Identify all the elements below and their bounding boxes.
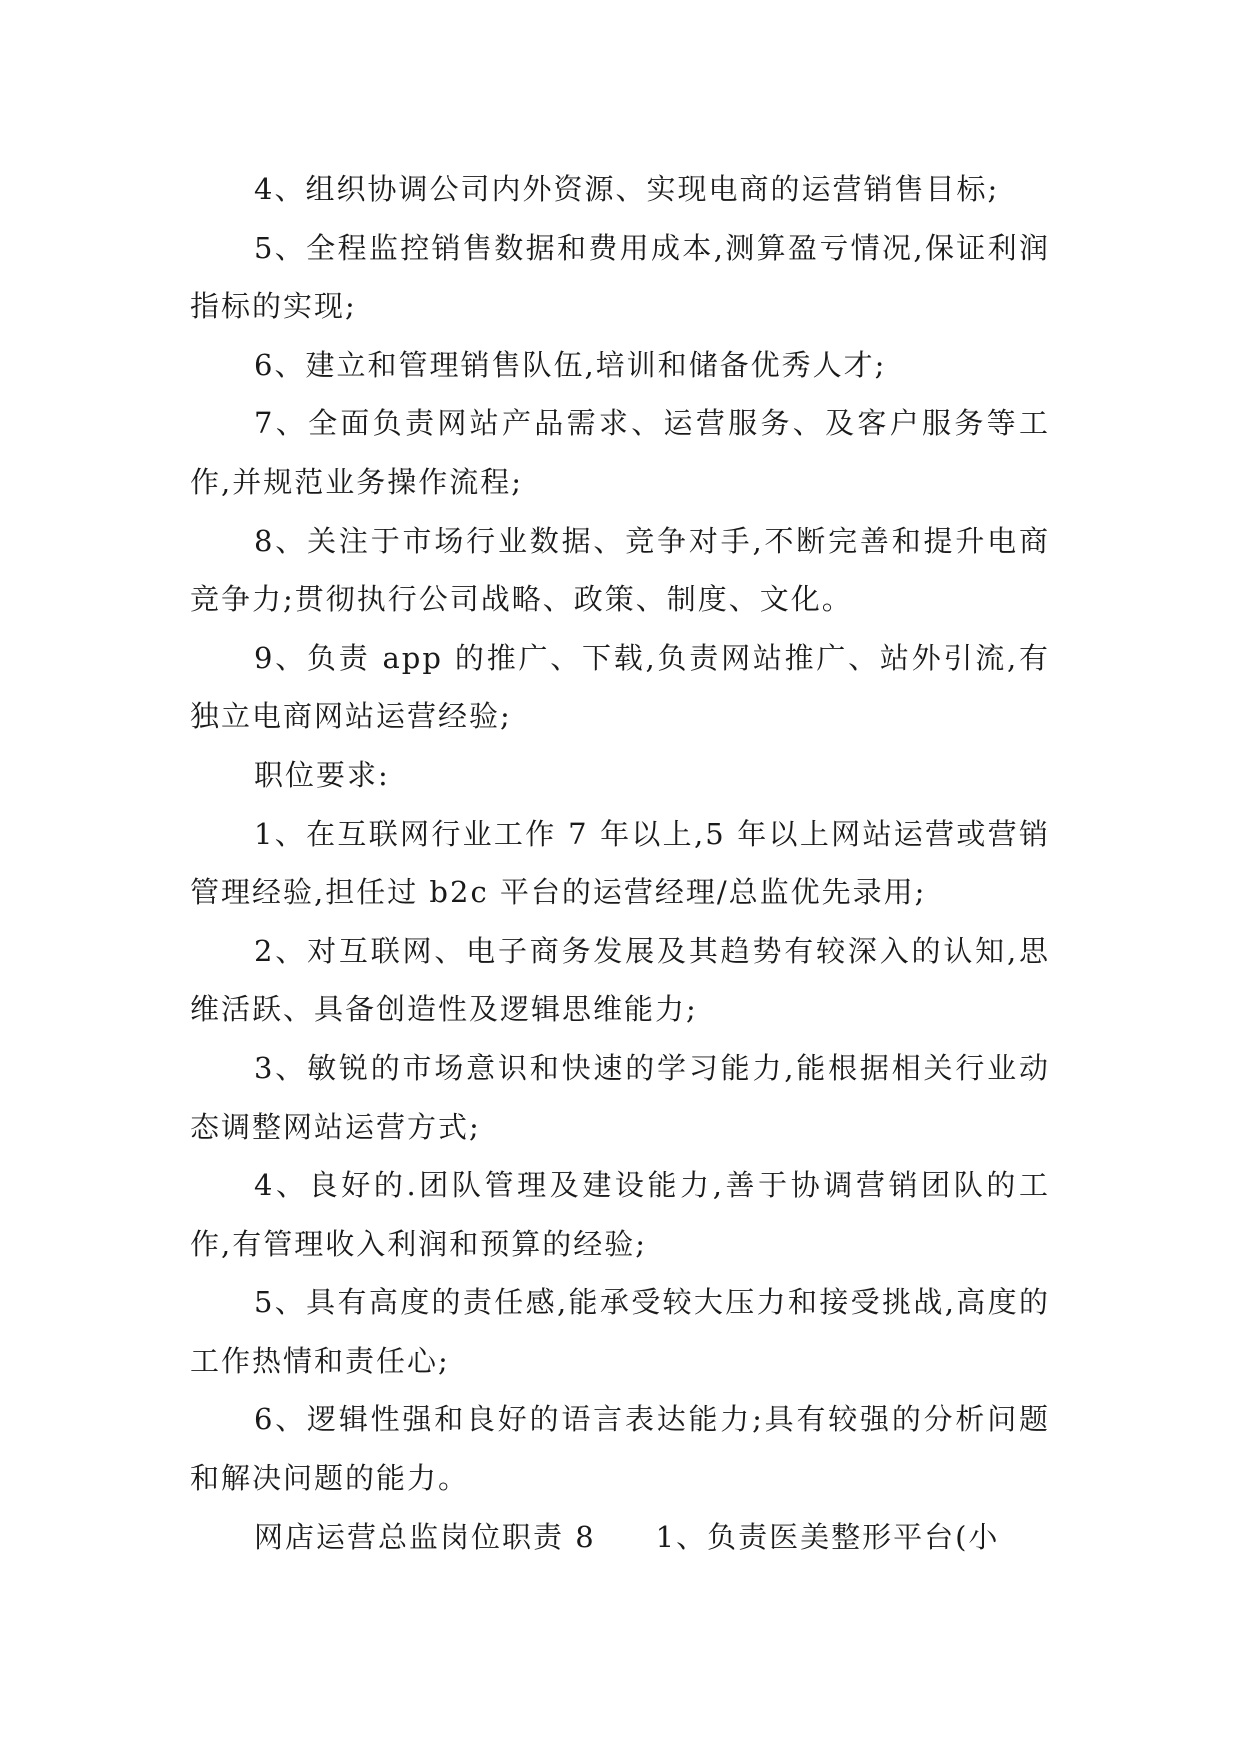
paragraph-duty-4: 4、组织协调公司内外资源、实现电商的运营销售目标; xyxy=(254,172,1000,206)
paragraph-duty-7: 7、全面负责网站产品需求、运营服务、及客户服务等工作,并规范业务操作流程; xyxy=(190,406,1050,499)
paragraph-job-8-duty-1: 1、负责医美整形平台(小 xyxy=(655,1519,1000,1554)
paragraph-duty-8: 8、关注于市场行业数据、竞争对手,不断完善和提升电商竞争力;贯彻执行公司战略、政策、制度、文化。 xyxy=(190,523,1050,617)
paragraph-requirement-6: 6、逻辑性强和良好的语言表达能力;具有较强的分析问题和解决问题的能力。 xyxy=(190,1402,1050,1496)
paragraph-requirement-2: 2、对互联网、电子商务发展及其趋势有较深入的认知,思维活跃、具备创造性及逻辑思维能力; xyxy=(190,933,1050,1027)
paragraph-requirement-3: 3、敏锐的市场意识和快速的学习能力,能根据相关行业动态调整网站运营方式; xyxy=(190,1050,1050,1144)
paragraph-requirement-5: 5、具有高度的责任感,能承受较大压力和接受挑战,高度的工作热情和责任心; xyxy=(190,1285,1050,1378)
section-heading-requirements: 职位要求: xyxy=(254,757,390,792)
paragraph-duty-6: 6、建立和管理销售队伍,培训和储备优秀人才; xyxy=(254,347,887,382)
paragraph-duty-5: 5、全程监控销售数据和费用成本,测算盈亏情况,保证利润指标的实现; xyxy=(190,230,1050,324)
paragraph-requirement-4: 4、良好的.团队管理及建设能力,善于协调营销团队的工作,有管理收入利润和预算的经验; xyxy=(190,1168,1050,1261)
paragraph-duty-9: 9、负责 app 的推广、下载,负责网站推广、站外引流,有独立电商网站运营经验; xyxy=(190,640,1050,734)
section-heading-job-8: 网店运营总监岗位职责 8 xyxy=(254,1519,596,1554)
paragraph-requirement-1: 1、在互联网行业工作 7 年以上,5 年以上网站运营或营销管理经验,担任过 b2c 平台的运营经理/总监优先录用; xyxy=(190,816,1050,910)
paragraph-next-section xyxy=(190,1508,1050,1567)
document-body xyxy=(190,160,1050,1566)
